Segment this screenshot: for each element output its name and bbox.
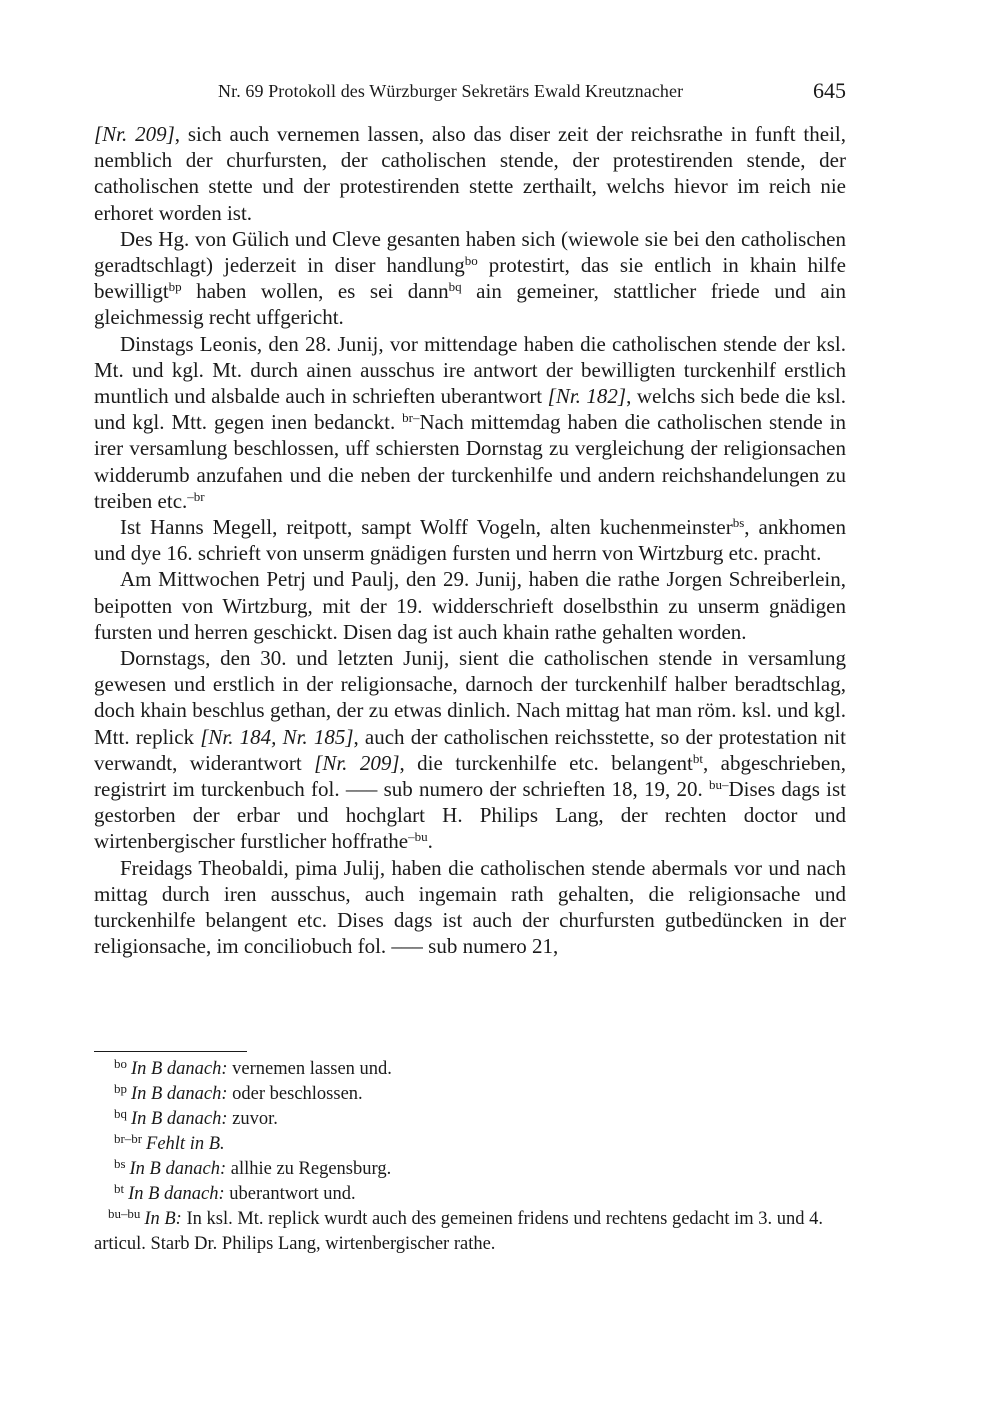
- footnote-marker: bo: [464, 252, 478, 268]
- footnote-text: oder beschlossen.: [227, 1084, 363, 1104]
- paragraph: Dornstags, den 30. und letzten Junij, sient die catholischen stende in versamlung gewesen und erstlich in der religionsache, darnoch der turckenhilf halber beradtschlag, doch khain beschlus gethan, der zu etwas dinlich. Nach mittag hat man röm. ksl. und kgl. Mtt. replick [Nr. 184, Nr. 185], auch der catholischen reichsstette, so der protestation nit verwandt, widerantwort [Nr. 209], die turckenhilfe etc. belangent$^{bt}$, abgeschrieben, registrirt im turckenbuch fol. ––– sub numero der schrieften 18, 19, 20. $^{bu-}$Dises dags ist gestorben der erbar und hochglart H. Philips Lang, der rechten doctor und wirtenbergischer furstlicher hoffrathe$^{-bu}$.: [94, 646, 846, 854]
- footnote-label: Fehlt in B.: [146, 1134, 225, 1154]
- footnote-label: In B:: [144, 1209, 182, 1229]
- footnote-marker: –bu: [408, 829, 428, 845]
- footnote-label: In B danach:: [128, 1184, 225, 1204]
- cross-reference: [Nr. 209]: [94, 122, 175, 146]
- footnote-mark: bs: [114, 1156, 126, 1172]
- footnote: [94, 1057, 846, 1082]
- paragraph: Am Mittwochen Petrj und Paulj, den 29. Junij, haben die rathe Jorgen Schreiberlein, beipotten von Wirtzburg, mit der 19. widderschrieft doselbsthin zu unserm gnädigen fursten und herren geschickt. Disen dag ist auch khain rathe gehalten worden.: [94, 567, 846, 644]
- footnote-mark: bt: [114, 1181, 125, 1197]
- footnote-label: In B danach:: [129, 1159, 227, 1179]
- footnote-mark: bp: [114, 1081, 127, 1097]
- cross-reference: [Nr. 209]: [314, 750, 400, 775]
- cross-reference: [Nr. 184, Nr. 185]: [200, 724, 354, 749]
- cross-reference: [Nr. 182]: [547, 384, 627, 409]
- footnote-text: allhie zu Regensburg.: [226, 1159, 392, 1179]
- footnote-mark: br–br: [114, 1131, 143, 1147]
- footnote-marker: bs: [732, 514, 745, 530]
- footnote-text: vernemen lassen und.: [227, 1059, 392, 1079]
- footnote: [94, 1207, 846, 1257]
- footnote-text: zuvor.: [227, 1109, 278, 1129]
- paragraph: Des Hg. von Gülich und Cleve gesanten haben sich (wiewole sie bei den catholischen geradtschlagt) jederzeit in diser handlung$^{bo}$ protestirt, das sie entlich in khain hilfe bewilligt$^{bp}$ haben wollen, es sei dann$^{bq}$ ain gemeiner, stattlicher friede und ain gleichmessig recht uffgericht.: [94, 226, 846, 330]
- footnote-marker: –br: [187, 488, 205, 504]
- footnote-label: In B danach:: [130, 1084, 228, 1104]
- footnote-mark: bq: [114, 1106, 127, 1122]
- footnote-text: In ksl. Mt. replick wurdt auch des gemeinen fridens und rechtens gedacht im 3. und 4. articul. Starb Dr. Philips Lang, wirtenbergischer rathe.: [94, 1209, 824, 1254]
- footnote-label: In B danach:: [130, 1109, 228, 1129]
- footnote-marker: bu–: [708, 776, 729, 792]
- footnote: [94, 1182, 846, 1207]
- footnote-mark: bu–bu: [108, 1206, 141, 1222]
- main-text: [94, 121, 846, 960]
- paragraph: Dinstags Leonis, den 28. Junij, vor mittendage haben die catholischen stende der ksl. Mt. und kgl. Mt. durch ainen ausschus ire antwort der bewilligten turckenhilf erstlich muntlich und alsbalde auch in schrieften uberantwort [Nr. 182], welchs sich bede die ksl. und kgl. Mtt. gegen inen bedanckt. $^{br-}$Nach mittemdag haben die catholischen stende in irer versamlung beschlossen, uff schiersten Dornstag zu vergleichung der religionsachen widderumb anzufahen und die neben der turckenhilfe und andern reichshandelungen zu treiben etc.$^{-br}$: [94, 331, 846, 513]
- footnote-mark: bo: [114, 1056, 127, 1072]
- footnote-label: In B danach:: [130, 1059, 228, 1079]
- footnote: [94, 1082, 846, 1107]
- footnote-marker: bp: [168, 279, 182, 295]
- page-number: 645: [813, 78, 846, 103]
- running-header: [94, 80, 846, 110]
- footnote: [94, 1132, 846, 1157]
- footnote: [94, 1157, 846, 1182]
- paragraph: [Nr. 209], sich auch vernemen lassen, also das diser zeit der reichsrathe in funft theil, nemblich der churfursten, der catholischen stende, der protestirenden stende, der catholischen stette und der protestirenden stette zerthailt, welchs hievor im reich nie erhoret worden ist.: [94, 122, 847, 225]
- footnotes: [94, 1057, 846, 1257]
- paragraph: Ist Hanns Megell, reitpott, sampt Wolff Vogeln, alten kuchenmeinster$^{bs}$, ankhomen und dye 16. schrieft von unserm gnädigen fursten und herrn von Wirtzburg etc. pracht.: [94, 514, 846, 566]
- paragraph: Freidags Theobaldi, pima Julij, haben die catholischen stende abermals vor und nach mittag durch iren ausschus, auch ingemain rath gehalten, die religionsache und turckenhilfe belangent etc. Dises dags ist auch der churfursten gutbedüncken in der religionsache, im conciliobuch fol. ––– sub numero 21,: [94, 855, 846, 959]
- footnote-text: uberantwort und.: [224, 1184, 356, 1204]
- running-title: Nr. 69 Protokoll des Würzburger Sekretärs Ewald Kreutznacher: [218, 81, 684, 101]
- footnote: [94, 1107, 846, 1132]
- footnote-marker: bq: [448, 279, 462, 295]
- footnote-separator: [94, 1051, 247, 1052]
- footnote-marker: br–: [402, 410, 420, 426]
- footnote-marker: bt: [692, 750, 703, 766]
